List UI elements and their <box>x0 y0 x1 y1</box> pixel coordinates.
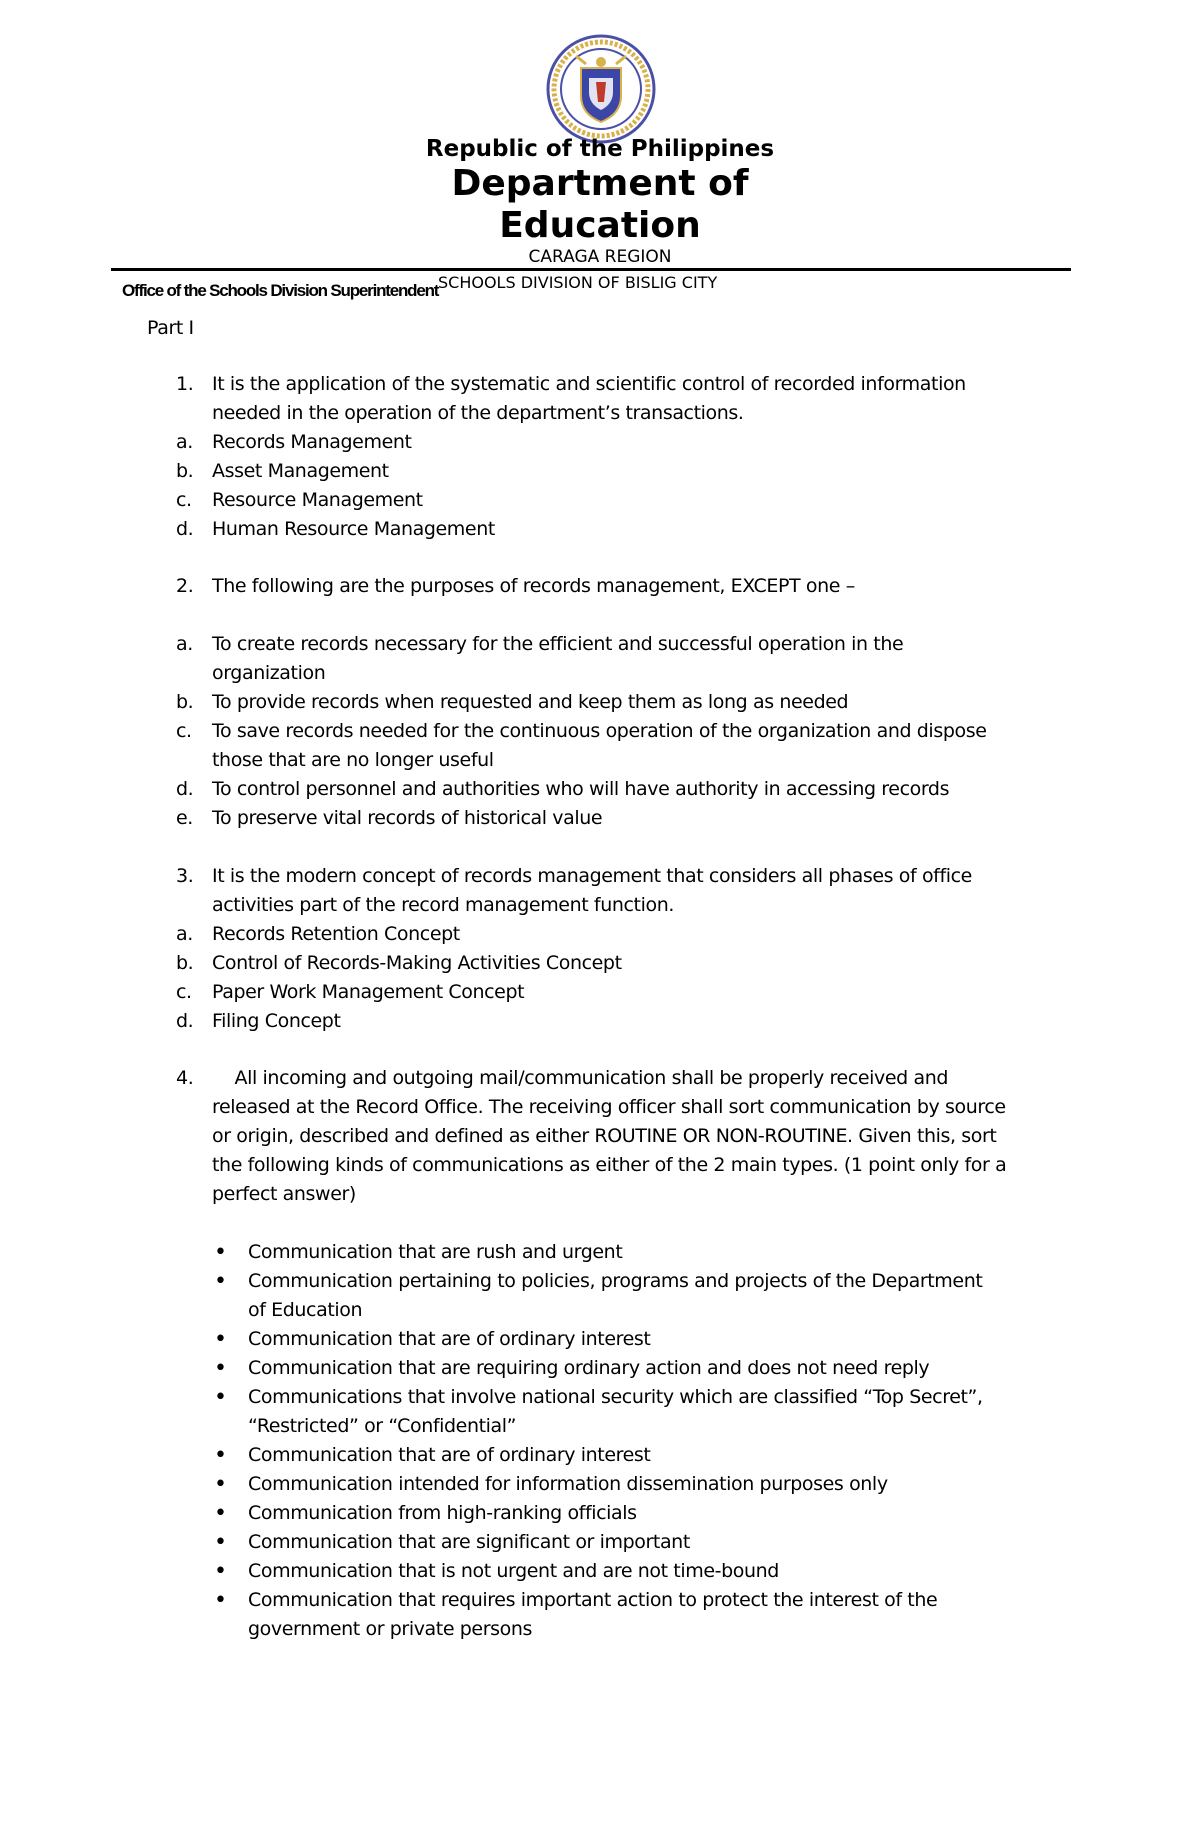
department-line-2: Education <box>499 205 701 246</box>
bullet-icon: • <box>214 1443 227 1468</box>
bullet-item: • Communication that is not urgent and are not time-bound <box>214 1559 779 1584</box>
question-text: The following are the purposes of records management, EXCEPT one – <box>212 575 855 597</box>
question-text: the following kinds of communications as either of the 2 main types. (1 point only for a <box>212 1154 1007 1176</box>
bullet-icon: • <box>214 1269 227 1294</box>
question-text: released at the Record Office. The receiving officer shall sort communication by source <box>212 1096 1006 1118</box>
question-text: It is the application of the systematic and scientific control of recorded information <box>212 373 966 395</box>
bullet-item: • Communication that are requiring ordinary action and does not need reply <box>214 1356 930 1381</box>
question-text: activities part of the record management function. <box>212 894 674 916</box>
bullet-icon: • <box>214 1240 227 1265</box>
question-4 <box>176 1064 1076 1644</box>
question-1 <box>176 370 1076 544</box>
option-item: d. To control personnel and authorities who will have authority in accessing records <box>176 778 950 800</box>
question-text: or origin, described and defined as either ROUTINE OR NON-ROUTINE. Given this, sort <box>212 1125 997 1147</box>
question-number: 4. <box>176 1067 194 1089</box>
bullet-item: • Communication that requires important action to protect the interest of the government or private persons <box>214 1588 938 1640</box>
division-label: SCHOOLS DIVISION OF BISLIG CITY <box>438 273 718 292</box>
question-text: needed in the operation of the department’s transactions. <box>212 402 744 424</box>
department-line-1: Department of <box>451 163 749 204</box>
option-item: a. Records Retention Concept <box>176 923 460 945</box>
bullet-icon: • <box>214 1559 227 1584</box>
question-number: 1. <box>176 373 194 395</box>
question-text: It is the modern concept of records management that considers all phases of office <box>212 865 972 887</box>
question-2 <box>176 572 1076 833</box>
option-item: c. Resource Management <box>176 489 423 511</box>
option-item: d. Human Resource Management <box>176 518 495 540</box>
question-number: 3. <box>176 865 194 887</box>
question-number: 2. <box>176 575 194 597</box>
bullet-item: • Communication pertaining to policies, programs and projects of the Department of Education <box>214 1269 983 1321</box>
bullet-item: • Communication from high-ranking officials <box>214 1501 637 1526</box>
bullet-icon: • <box>214 1385 227 1410</box>
question-text: perfect answer) <box>212 1183 356 1205</box>
question-text: All incoming and outgoing mail/communication shall be properly received and <box>212 1067 949 1089</box>
bullet-icon: • <box>214 1530 227 1555</box>
bullet-item: • Communication that are of ordinary interest <box>214 1443 651 1468</box>
bullet-icon: • <box>214 1501 227 1526</box>
bullet-icon: • <box>214 1327 227 1352</box>
part-heading: Part I <box>147 317 194 339</box>
bullet-icon: • <box>214 1356 227 1381</box>
bullet-item: • Communications that involve national security which are classified “Top Secret”, “Restricted” or “Confidential” <box>214 1385 983 1437</box>
option-item: a. To create records necessary for the efficient and successful operation in the organization <box>176 633 904 684</box>
header-divider <box>111 268 1071 271</box>
bullet-icon: • <box>214 1588 227 1613</box>
bullet-item: • Communication that are rush and urgent <box>214 1240 623 1265</box>
option-item: b. Control of Records-Making Activities Concept <box>176 952 622 974</box>
department-heading <box>0 163 1200 247</box>
region-label: CARAGA REGION <box>528 247 672 267</box>
option-item: e. To preserve vital records of historical value <box>176 807 603 829</box>
option-item: c. To save records needed for the continuous operation of the organization and dispose those that are no longer useful <box>176 720 987 771</box>
option-item: c. Paper Work Management Concept <box>176 981 525 1003</box>
bullet-icon: • <box>214 1472 227 1497</box>
republic-heading: Republic of the Philippines <box>425 136 775 162</box>
bullet-item: • Communication that are of ordinary interest <box>214 1327 651 1352</box>
option-item: b. To provide records when requested and keep them as long as needed <box>176 691 849 713</box>
bullet-item: • Communication that are significant or important <box>214 1530 690 1555</box>
deped-seal-icon <box>546 34 656 144</box>
option-item: b. Asset Management <box>176 460 389 482</box>
question-3 <box>176 862 1076 1036</box>
option-item: d. Filing Concept <box>176 1010 341 1032</box>
bullet-item: • Communication intended for information dissemination purposes only <box>214 1472 888 1497</box>
option-item: a. Records Management <box>176 431 412 453</box>
office-label: Office of the Schools Division Superintendent <box>122 281 439 300</box>
